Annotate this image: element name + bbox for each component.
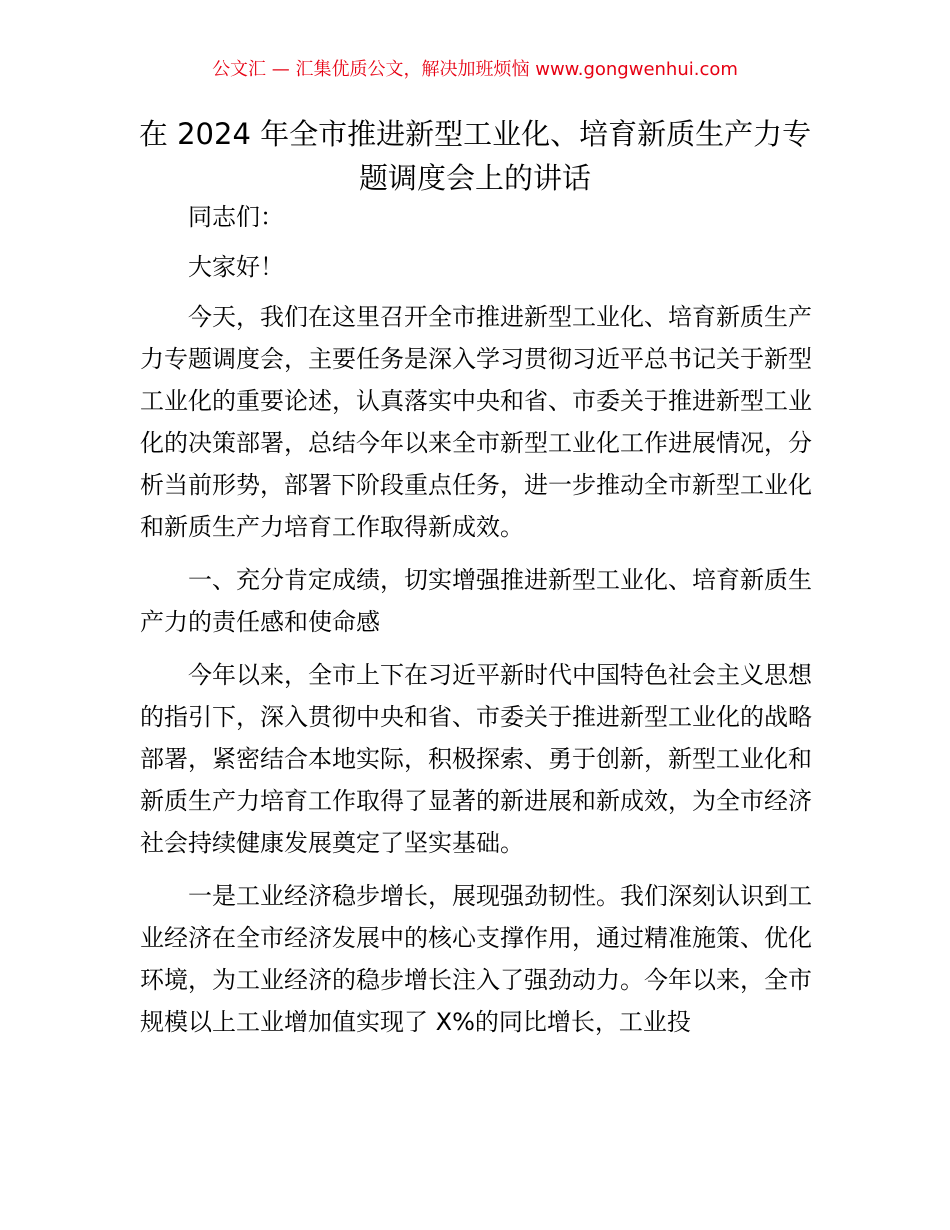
paragraph: 今天，我们在这里召开全市推进新型工业化、培育新质生产力专题调度会，主要任务是深入学习贯彻习近平总书记关于新型工业化的重要论述，认真落实中央和省、市委关于推进新型工业化的决策部署，总结今年以来全市新型工业化工作进展情况，分析当前形势，部署下阶段重点任务，进一步推动全市新型工业化和新质生产力培育工作取得新成效。	[140, 303, 812, 541]
document-title: 在 2024 年全市推进新型工业化、培育新质生产力专题调度会上的讲话	[138, 117, 812, 195]
paragraph: 今年以来，全市上下在习近平新时代中国特色社会主义思想的指引下，深入贯彻中央和省、市委关于推进新型工业化的战略部署，紧密结合本地实际，积极探索、勇于创新，新型工业化和新质生产力培育工作取得了显著的新进展和新成效，为全市经济社会持续健康发展奠定了坚实基础。	[140, 661, 812, 857]
header-banner: 公文汇 — 汇集优质公文，解决加班烦恼 www.gongwenhui.com	[212, 59, 738, 80]
salutation: 同志们：	[188, 203, 284, 231]
document-body	[140, 196, 812, 1054]
paragraph: 一是工业经济稳步增长，展现强劲韧性。我们深刻认识到工业经济在全市经济发展中的核心支撑作用，通过精准施策、优化环境，为工业经济的稳步增长注入了强劲动力。今年以来，全市规模以上工业增加值实现了 X%的同比增长，工业投	[140, 882, 812, 1036]
section-heading: 一、充分肯定成绩，切实增强推进新型工业化、培育新质生产力的责任感和使命感	[140, 566, 812, 636]
greeting: 大家好！	[188, 253, 284, 281]
